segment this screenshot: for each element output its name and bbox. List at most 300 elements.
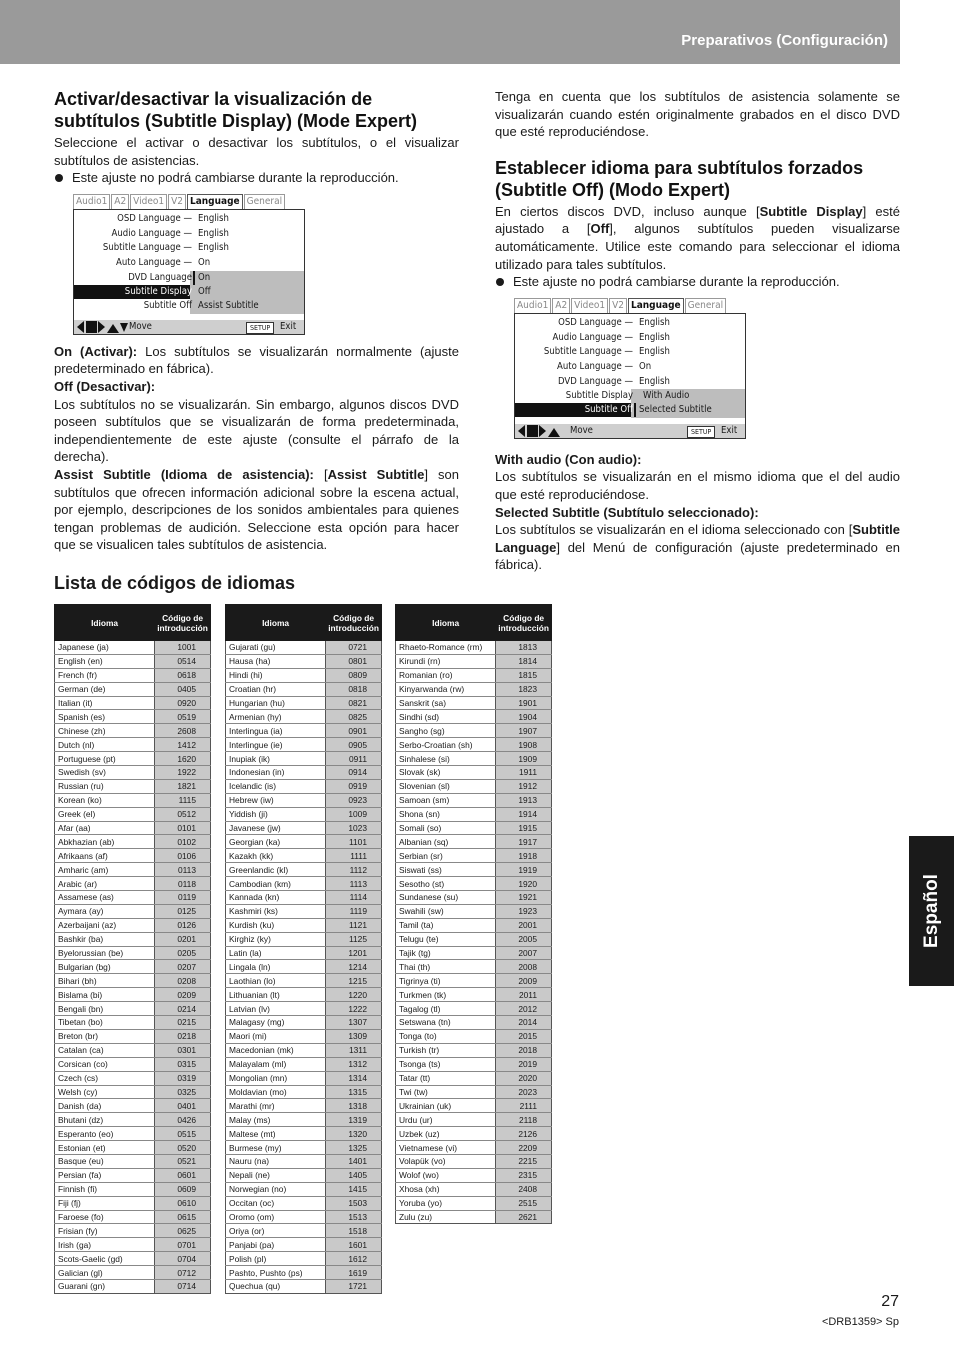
language-name: Interlingua (ia) — [226, 724, 326, 738]
language-name: Arabic (ar) — [55, 877, 155, 891]
osd-row: Subtitle Off Assist Subtitle — [143, 299, 259, 311]
language-name: Samoan (sm) — [396, 793, 496, 807]
section-title: Preparativos (Configuración) — [681, 32, 888, 49]
language-code: 1001 — [155, 641, 211, 655]
on-description: On (Activar): Los subtítulos se visualizarán normalmente (ajuste predeterminado en fábrica). — [54, 343, 459, 377]
language-name: Bhutani (dz) — [55, 1113, 155, 1127]
table-row — [226, 1002, 382, 1016]
language-tab-label: Español — [920, 874, 942, 948]
language-code: 0205 — [155, 946, 211, 960]
language-code: 1311 — [326, 1043, 382, 1057]
language-code: 0113 — [155, 863, 211, 877]
language-name: Catalan (ca) — [55, 1043, 155, 1057]
table-row — [396, 807, 552, 821]
table-row — [396, 766, 552, 780]
language-name: Tonga (to) — [396, 1029, 496, 1043]
language-code: 1911 — [496, 766, 552, 780]
table-row — [226, 1196, 382, 1210]
language-code: 2015 — [496, 1029, 552, 1043]
language-name: Maori (mi) — [226, 1029, 326, 1043]
language-name: Telugu (te) — [396, 932, 496, 946]
table-row — [55, 1154, 211, 1168]
table-row — [55, 1099, 211, 1113]
language-name: Serbo-Croatian (sh) — [396, 738, 496, 752]
language-name: Polish (pl) — [226, 1252, 326, 1266]
table-row — [55, 738, 211, 752]
language-name: Tsonga (ts) — [396, 1057, 496, 1071]
table-row — [396, 1071, 552, 1085]
language-code: 2118 — [496, 1113, 552, 1127]
language-name: Sindhi (sd) — [396, 710, 496, 724]
table-row — [396, 1141, 552, 1155]
table-row — [226, 960, 382, 974]
table-row — [55, 1002, 211, 1016]
language-code: 0825 — [326, 710, 382, 724]
language-name: Slovenian (sl) — [396, 779, 496, 793]
table-row — [226, 863, 382, 877]
language-name: Sundanese (su) — [396, 891, 496, 905]
language-name: Gujarati (gu) — [226, 641, 326, 655]
language-code: 2111 — [496, 1099, 552, 1113]
language-name: Malayalam (ml) — [226, 1057, 326, 1071]
osd-row: OSD Language — English — [558, 316, 670, 328]
table-row — [226, 1099, 382, 1113]
language-name: Georgian (ka) — [226, 835, 326, 849]
language-code: 1215 — [326, 974, 382, 988]
language-name: Sangho (sg) — [396, 724, 496, 738]
column-header-code: Código de introducción — [155, 605, 211, 641]
language-code: 1920 — [496, 877, 552, 891]
language-code: 1121 — [326, 918, 382, 932]
language-code: 1601 — [326, 1238, 382, 1252]
language-code: 2007 — [496, 946, 552, 960]
language-code: 1307 — [326, 1016, 382, 1030]
table-row — [55, 1141, 211, 1155]
language-name: Turkmen (tk) — [396, 988, 496, 1002]
language-code: 0801 — [326, 654, 382, 668]
osd-tab-audio1: Audio1 — [514, 298, 551, 313]
language-code: 0207 — [155, 960, 211, 974]
table-row — [55, 1182, 211, 1196]
table-row — [226, 696, 382, 710]
table-row — [396, 738, 552, 752]
table-row — [55, 918, 211, 932]
language-name: Danish (da) — [55, 1099, 155, 1113]
off-label: Off (Desactivar): — [54, 378, 156, 394]
language-code: 2215 — [496, 1154, 552, 1168]
subtitle-off-bullet: Este ajuste no podrá cambiarse durante la reproducción. — [495, 273, 900, 291]
language-name: Somali (so) — [396, 821, 496, 835]
language-code: 0118 — [155, 877, 211, 891]
language-code: 1922 — [155, 766, 211, 780]
osd-setup-key: SETUP — [687, 426, 715, 438]
table-row — [55, 807, 211, 821]
language-code: 0701 — [155, 1238, 211, 1252]
language-name: Abkhazian (ab) — [55, 835, 155, 849]
language-name: Byelorussian (be) — [55, 946, 155, 960]
table-row — [396, 793, 552, 807]
language-name: Indonesian (in) — [226, 766, 326, 780]
osd-move-label: Move — [129, 320, 152, 332]
language-name: Amharic (am) — [55, 863, 155, 877]
language-code: 1518 — [326, 1224, 382, 1238]
language-name: Bashkir (ba) — [55, 932, 155, 946]
table-row — [226, 1141, 382, 1155]
language-code: 0615 — [155, 1210, 211, 1224]
osd-tab-v2: V2 — [609, 298, 627, 313]
language-code: 1412 — [155, 738, 211, 752]
language-code: 1915 — [496, 821, 552, 835]
table-row — [396, 696, 552, 710]
table-row — [396, 960, 552, 974]
table-row — [396, 932, 552, 946]
subtitle-off-heading: Establecer idioma para subtítulos forzados (Subtitle Off) (Modo Expert) — [495, 157, 864, 200]
language-code: 0911 — [326, 752, 382, 766]
table-row — [226, 821, 382, 835]
table-row — [396, 1196, 552, 1210]
language-code: 0601 — [155, 1168, 211, 1182]
language-code: 1325 — [326, 1141, 382, 1155]
language-name: Scots-Gaelic (gd) — [55, 1252, 155, 1266]
language-code: 2515 — [496, 1196, 552, 1210]
language-code: 1909 — [496, 752, 552, 766]
language-code: 0519 — [155, 710, 211, 724]
osd-row: Audio Language — English — [552, 331, 670, 343]
table-row — [55, 1252, 211, 1266]
table-row — [55, 1279, 211, 1293]
language-name: Wolof (wo) — [396, 1168, 496, 1182]
language-name: Volapük (vo) — [396, 1154, 496, 1168]
table-row — [55, 1238, 211, 1252]
language-code: 1620 — [155, 752, 211, 766]
off-description: Los subtítulos no se visualizarán. Sin embargo, algunos discos DVD poseen subtítulos que se visualizarán de forma predeterminada, independientemente de este ajuste (consulte el párrafo de la derecha). — [54, 396, 459, 465]
table-row — [396, 1168, 552, 1182]
table-row — [226, 724, 382, 738]
language-code: 2009 — [496, 974, 552, 988]
table-row — [396, 1154, 552, 1168]
osd-tab-a2: A2 — [552, 298, 570, 313]
table-row — [226, 1182, 382, 1196]
language-name: Esperanto (eo) — [55, 1127, 155, 1141]
language-code: 1904 — [496, 710, 552, 724]
table-row — [396, 1002, 552, 1016]
table-row — [55, 821, 211, 835]
language-code: 1214 — [326, 960, 382, 974]
osd-tab-audio1: Audio1 — [73, 194, 110, 209]
language-name: Mongolian (mn) — [226, 1071, 326, 1085]
language-name: Moldavian (mo) — [226, 1085, 326, 1099]
left-column — [54, 88, 459, 554]
column-header-language: Idioma — [396, 605, 496, 641]
language-name: Maltese (mt) — [226, 1127, 326, 1141]
language-code: 0923 — [326, 793, 382, 807]
language-code: 0106 — [155, 849, 211, 863]
page-number: 27 — [881, 1293, 899, 1310]
language-code: 1814 — [496, 654, 552, 668]
osd-row: Subtitle Language — English — [543, 345, 670, 357]
osd-tabs — [73, 193, 305, 209]
table-row — [226, 904, 382, 918]
language-code: 1503 — [326, 1196, 382, 1210]
language-name: Romanian (ro) — [396, 668, 496, 682]
table-row — [396, 1099, 552, 1113]
language-name: Bulgarian (bg) — [55, 960, 155, 974]
osd-menu-subtitle-off — [514, 297, 746, 439]
table-row — [55, 1224, 211, 1238]
language-name: Kashmiri (ks) — [226, 904, 326, 918]
language-name: Portuguese (pt) — [55, 752, 155, 766]
language-code: 2012 — [496, 1002, 552, 1016]
language-name: Sinhalese (si) — [396, 752, 496, 766]
column-header-code: Código de introducción — [326, 605, 382, 641]
osd-tab-language: Language — [187, 194, 243, 209]
table-row — [396, 1085, 552, 1099]
osd-tab-video1: Video1 — [130, 194, 167, 209]
language-code: 0520 — [155, 1141, 211, 1155]
language-name: Latin (la) — [226, 946, 326, 960]
language-code: 0704 — [155, 1252, 211, 1266]
language-name: Rhaeto-Romance (rm) — [396, 641, 496, 655]
language-name: Oriya (or) — [226, 1224, 326, 1238]
language-code: 1923 — [496, 904, 552, 918]
osd-exit-label: Exit — [280, 320, 297, 332]
language-name: Tagalog (tl) — [396, 1002, 496, 1016]
table-row — [55, 654, 211, 668]
language-name: Armenian (hy) — [226, 710, 326, 724]
language-code: 1721 — [326, 1279, 382, 1293]
language-code: 1318 — [326, 1099, 382, 1113]
table-row — [226, 668, 382, 682]
with-audio-label: With audio (Con audio): — [495, 451, 642, 467]
table-row — [55, 752, 211, 766]
language-name: Welsh (cy) — [55, 1085, 155, 1099]
table-row — [55, 904, 211, 918]
osd-panel — [514, 313, 746, 439]
language-name: Faroese (fo) — [55, 1210, 155, 1224]
language-name: Ukrainian (uk) — [396, 1099, 496, 1113]
osd-exit-label: Exit — [721, 424, 738, 436]
language-name: Persian (fa) — [55, 1168, 155, 1182]
language-code: 1009 — [326, 807, 382, 821]
language-code: 2315 — [496, 1168, 552, 1182]
table-row — [226, 1279, 382, 1293]
language-name: Urdu (ur) — [396, 1113, 496, 1127]
osd-tabs — [514, 297, 746, 313]
osd-row: DVD Language On — [128, 271, 211, 283]
language-name: Xhosa (xh) — [396, 1182, 496, 1196]
table-row — [396, 1210, 552, 1224]
osd-tab-a2: A2 — [111, 194, 129, 209]
language-name: Bengali (bn) — [55, 1002, 155, 1016]
language-code: 0821 — [326, 696, 382, 710]
language-name: Russian (ru) — [55, 779, 155, 793]
language-name: Bihari (bh) — [55, 974, 155, 988]
language-code: 0901 — [326, 724, 382, 738]
language-code: 1912 — [496, 779, 552, 793]
language-name: Hausa (ha) — [226, 654, 326, 668]
language-name: German (de) — [55, 682, 155, 696]
table-row — [55, 932, 211, 946]
language-name: Albanian (sq) — [396, 835, 496, 849]
language-code: 2020 — [496, 1071, 552, 1085]
language-name: Czech (cs) — [55, 1071, 155, 1085]
language-name: Malagasy (mg) — [226, 1016, 326, 1030]
language-name: Kirghiz (ky) — [226, 932, 326, 946]
language-codes-table-1 — [54, 604, 211, 1294]
osd-tab-general: General — [685, 298, 726, 313]
language-code: 1908 — [496, 738, 552, 752]
language-code: 1314 — [326, 1071, 382, 1085]
osd-tab-language: Language — [628, 298, 684, 313]
language-codes-table-2 — [225, 604, 382, 1294]
language-name: Frisian (fy) — [55, 1224, 155, 1238]
table-row — [226, 1266, 382, 1280]
table-row — [226, 1043, 382, 1057]
language-code: 1222 — [326, 1002, 382, 1016]
language-name: Tibetan (bo) — [55, 1016, 155, 1030]
arrow-keys-icon — [77, 321, 129, 333]
language-name: Korean (ko) — [55, 793, 155, 807]
table-row — [55, 1113, 211, 1127]
language-name: Corsican (co) — [55, 1057, 155, 1071]
osd-move-label: Move — [570, 424, 593, 436]
language-name: Kinyarwanda (rw) — [396, 682, 496, 696]
table-row — [226, 641, 382, 655]
language-code: 1919 — [496, 863, 552, 877]
language-name: Latvian (lv) — [226, 1002, 326, 1016]
language-name: Icelandic (is) — [226, 779, 326, 793]
table-row — [396, 1182, 552, 1196]
table-row — [55, 641, 211, 655]
osd-tab-v2: V2 — [168, 194, 186, 209]
language-code: 0712 — [155, 1266, 211, 1280]
table-row — [396, 724, 552, 738]
osd-setup-key: SETUP — [246, 322, 274, 334]
language-name: Chinese (zh) — [55, 724, 155, 738]
osd-row: OSD Language — English — [117, 212, 229, 224]
language-name: Kurdish (ku) — [226, 918, 326, 932]
language-code: 1917 — [496, 835, 552, 849]
table-row — [396, 1057, 552, 1071]
language-name: Panjabi (pa) — [226, 1238, 326, 1252]
language-name: Macedonian (mk) — [226, 1043, 326, 1057]
language-code: 2018 — [496, 1043, 552, 1057]
language-code: 1918 — [496, 849, 552, 863]
table-row — [55, 1266, 211, 1280]
table-row — [55, 1029, 211, 1043]
language-code: 1815 — [496, 668, 552, 682]
language-name: Shona (sn) — [396, 807, 496, 821]
table-row — [55, 1071, 211, 1085]
language-name: Turkish (tr) — [396, 1043, 496, 1057]
column-header-code: Código de introducción — [496, 605, 552, 641]
language-code: 2608 — [155, 724, 211, 738]
language-code: 0119 — [155, 891, 211, 905]
language-name: Inupiak (ik) — [226, 752, 326, 766]
language-name: Sesotho (st) — [396, 877, 496, 891]
language-name: Kirundi (rn) — [396, 654, 496, 668]
osd-row: Auto Language — On — [116, 256, 211, 268]
language-code: 0610 — [155, 1196, 211, 1210]
language-name: Pashto, Pushto (ps) — [226, 1266, 326, 1280]
language-code: 1119 — [326, 904, 382, 918]
table-row — [396, 752, 552, 766]
table-row — [55, 779, 211, 793]
table-row — [55, 835, 211, 849]
language-code: 2408 — [496, 1182, 552, 1196]
subtitle-display-heading: Activar/desactivar la visualización de subtítulos (Subtitle Display) (Mode Expert) — [54, 89, 418, 131]
language-name: Thai (th) — [396, 960, 496, 974]
language-name: Oromo (om) — [226, 1210, 326, 1224]
language-code: 0401 — [155, 1099, 211, 1113]
table-row — [55, 793, 211, 807]
table-row — [396, 668, 552, 682]
language-code: 0809 — [326, 668, 382, 682]
language-code: 0215 — [155, 1016, 211, 1030]
osd-row: Audio Language — English — [111, 227, 229, 239]
language-name: Azerbaijani (az) — [55, 918, 155, 932]
language-code: 0512 — [155, 807, 211, 821]
with-audio-description: Los subtítulos se visualizarán en el mismo idioma que el del audio que esté reproduciéndose. — [495, 469, 900, 502]
language-name: Tajik (tg) — [396, 946, 496, 960]
language-code: 2209 — [496, 1141, 552, 1155]
language-code: 2005 — [496, 932, 552, 946]
language-name: Swahili (sw) — [396, 904, 496, 918]
language-code: 1823 — [496, 682, 552, 696]
table-row — [396, 974, 552, 988]
language-code: 0126 — [155, 918, 211, 932]
subtitle-display-intro: Seleccione el activar o desactivar los subtítulos, o el visualizar subtítulos de asistencias. — [54, 135, 459, 168]
table-row — [226, 738, 382, 752]
table-row — [226, 807, 382, 821]
language-name: Marathi (mr) — [226, 1099, 326, 1113]
language-name: Dutch (nl) — [55, 738, 155, 752]
language-name: Setswana (tn) — [396, 1016, 496, 1030]
language-name: Galician (gl) — [55, 1266, 155, 1280]
osd-row: Subtitle Language — English — [102, 241, 229, 253]
language-code: 1405 — [326, 1168, 382, 1182]
column-header-language: Idioma — [226, 605, 326, 641]
language-code: 0214 — [155, 1002, 211, 1016]
table-row — [226, 1057, 382, 1071]
table-row — [226, 1168, 382, 1182]
language-code: 2011 — [496, 988, 552, 1002]
table-row — [226, 766, 382, 780]
language-name: Interlingue (ie) — [226, 738, 326, 752]
language-code: 0218 — [155, 1029, 211, 1043]
language-codes-title: Lista de códigos de idiomas — [54, 573, 296, 593]
language-name: Swedish (sv) — [55, 766, 155, 780]
language-name: Japanese (ja) — [55, 641, 155, 655]
table-row — [226, 1113, 382, 1127]
table-row — [55, 1168, 211, 1182]
table-row — [55, 877, 211, 891]
language-name: Irish (ga) — [55, 1238, 155, 1252]
language-code: 0315 — [155, 1057, 211, 1071]
table-row — [226, 793, 382, 807]
language-code: 1312 — [326, 1057, 382, 1071]
language-code: 0101 — [155, 821, 211, 835]
language-code: 1112 — [326, 863, 382, 877]
language-name: Malay (ms) — [226, 1113, 326, 1127]
language-name: Yoruba (yo) — [396, 1196, 496, 1210]
language-code: 1101 — [326, 835, 382, 849]
language-code: 0609 — [155, 1182, 211, 1196]
language-name: Greenlandic (kl) — [226, 863, 326, 877]
osd-footer — [515, 424, 745, 438]
language-name: Finnish (fi) — [55, 1182, 155, 1196]
language-name: Tamil (ta) — [396, 918, 496, 932]
